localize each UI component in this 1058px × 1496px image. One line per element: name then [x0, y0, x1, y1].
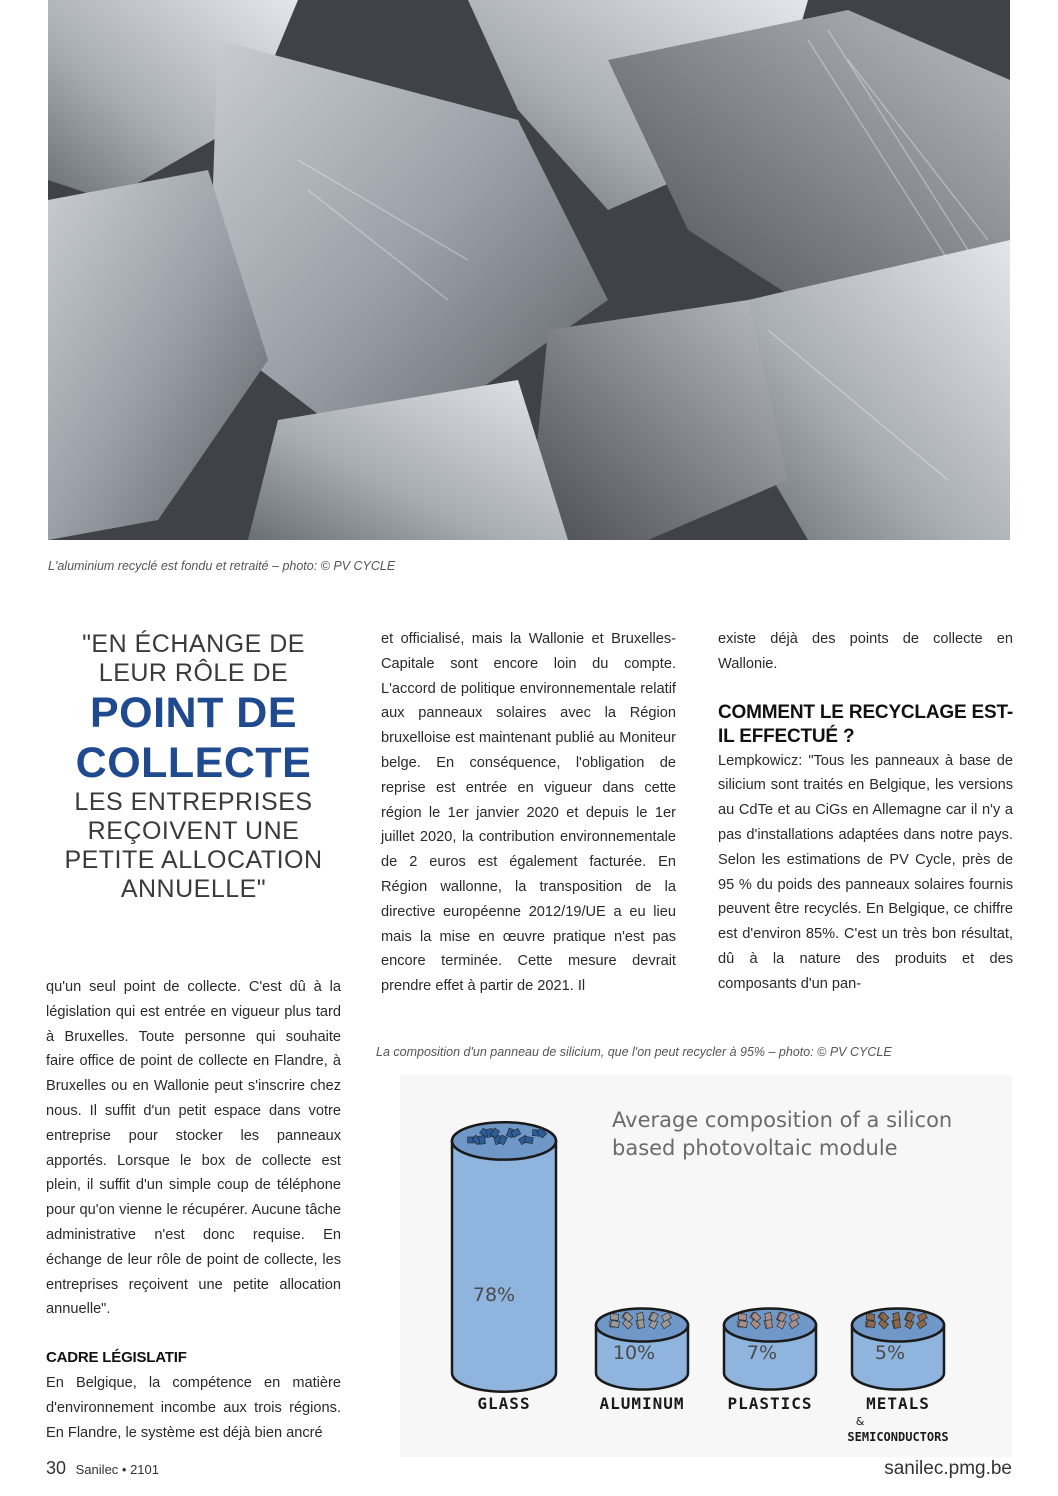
quote-line: REÇOIVENT UNE: [87, 817, 300, 845]
chart-title-line1: Average composition of a silicon: [612, 1108, 953, 1132]
hero-caption: L'aluminium recyclé est fondu et retraité – photo: © PV CYCLE: [48, 559, 396, 573]
chart-title-line2: based photovoltaic module: [612, 1136, 898, 1160]
quote-line: LES ENTREPRISES: [74, 788, 313, 816]
material-piece: [479, 1136, 486, 1145]
paragraph: et officialisé, mais la Wallonie et Bruxelles-Capitale sont encore loin du compte. L'accord de politique environnementale relatif aux panneaux solaires avec la Région bruxelloise est maintenant publié au Moniteur belge. En conséquence, l'obligation de reprise est entrée en vigueur dans cette région le 1er janvier 2020 et depuis le 1er juillet 2020, la contribution environnementale de 2 euros est également facturée. En Région wallonne, la transposition de la directive européenne 2012/19/UE a eu lieu mais la mise en œuvre pratique n'est pas encore terminée. Cette mesure devrait prendre effet à partir de 2021. Il: [381, 631, 676, 995]
material-piece: [611, 1320, 620, 1327]
section-heading: COMMENT LE RECYCLAGE EST-IL EFFECTUÉ ?: [718, 701, 1013, 747]
value-label: 5%: [874, 1342, 906, 1364]
article-column-3: [718, 627, 1013, 997]
category-label: ALUMINUM: [599, 1394, 685, 1413]
article-column-1: [46, 975, 341, 1445]
bar-plastics: [724, 1308, 816, 1413]
material-piece: [866, 1314, 874, 1321]
paragraph: qu'un seul point de collecte. C'est dû à la législation qui est entrée en vigueur plus tard à Bruxelles. Toute personne qui souhaite faire office de point de collecte en Flandre, à Bruxelles ou en Wallonie peut s'inscrire chez nous. Il suffit d'un petit espace dans votre entreprise pour stocker les panneaux apportés. Lorsque le box de collecte est plein, il suffit d'un simple coup de téléphone pour qu'on vienne le récupérer. Aucune tâche administrative n'est donc requise. En échange de leur rôle de point de collecte, les entreprises reçoivent une petite allocation annuelle".: [46, 979, 341, 1318]
material-piece: [894, 1320, 901, 1329]
quote-line: "EN ÉCHANGE DE: [82, 630, 305, 658]
quote-emphasis: POINT DE: [89, 689, 298, 737]
category-label: PLASTICS: [727, 1394, 813, 1413]
article-column-2: [381, 627, 676, 999]
bar-glass: [452, 1122, 556, 1413]
paragraph: existe déjà des points de collecte en Wallonie.: [718, 631, 1013, 672]
material-piece: [610, 1314, 618, 1321]
footer-left: [46, 1458, 159, 1479]
category-label: GLASS: [477, 1394, 531, 1413]
paragraph: Lempkowicz: "Tous les panneaux à base de silicium sont traités en Belgique, les versions au CdTe et au CiGs en Allemagne car il n'y a pas d'installations adaptées dans notre pays. Selon les estimations de PV Cycle, près de 95 % du poids des panneaux solaires fournis peuvent être recyclés. En Belgique, ce chiffre est d'environ 85%. C'est un très bon résultat, dû à la nature des produits et des composants d'un pan-: [718, 752, 1013, 992]
quote-line: ANNUELLE": [120, 875, 267, 903]
quote-line: LEUR RÔLE DE: [98, 659, 289, 687]
bar-aluminum: [596, 1308, 688, 1413]
material-piece: [738, 1314, 746, 1321]
pull-quote: [46, 630, 341, 904]
material-piece: [638, 1320, 645, 1329]
value-label: 7%: [746, 1342, 778, 1364]
website-link[interactable]: sanilec.pmg.be: [884, 1458, 1012, 1479]
quote-line: PETITE ALLOCATION: [64, 846, 323, 874]
page-number: 30: [46, 1458, 67, 1478]
infographic-caption: La composition d'un panneau de silicium, que l'on peut recycler à 95% – photo: © PV CYCLE: [376, 1045, 892, 1059]
material-piece: [766, 1320, 773, 1329]
paragraph: En Belgique, la compétence en matière d'environnement incombe aux trois régions. En Flandre, le système est déjà bien ancré: [46, 1374, 341, 1441]
material-piece: [867, 1320, 876, 1327]
value-label: 78%: [472, 1283, 516, 1306]
composition-infographic: [400, 1075, 1012, 1457]
magazine-issue: Sanilec • 2101: [75, 1462, 159, 1477]
quote-emphasis: COLLECTE: [75, 739, 312, 787]
composition-chart: [400, 1075, 1012, 1457]
material-piece: [524, 1136, 533, 1143]
bar-body: [452, 1141, 556, 1392]
category-label-2: SEMICONDUCTORS: [847, 1430, 949, 1444]
material-piece: [739, 1320, 748, 1327]
aluminium-scrap-image: [48, 0, 1010, 540]
category-label-amp: &: [855, 1415, 865, 1428]
section-heading: CADRE LÉGISLATIF: [46, 1349, 187, 1367]
hero-photo: [48, 0, 1010, 540]
category-label: METALS: [866, 1394, 930, 1413]
value-label: 10%: [612, 1342, 656, 1364]
